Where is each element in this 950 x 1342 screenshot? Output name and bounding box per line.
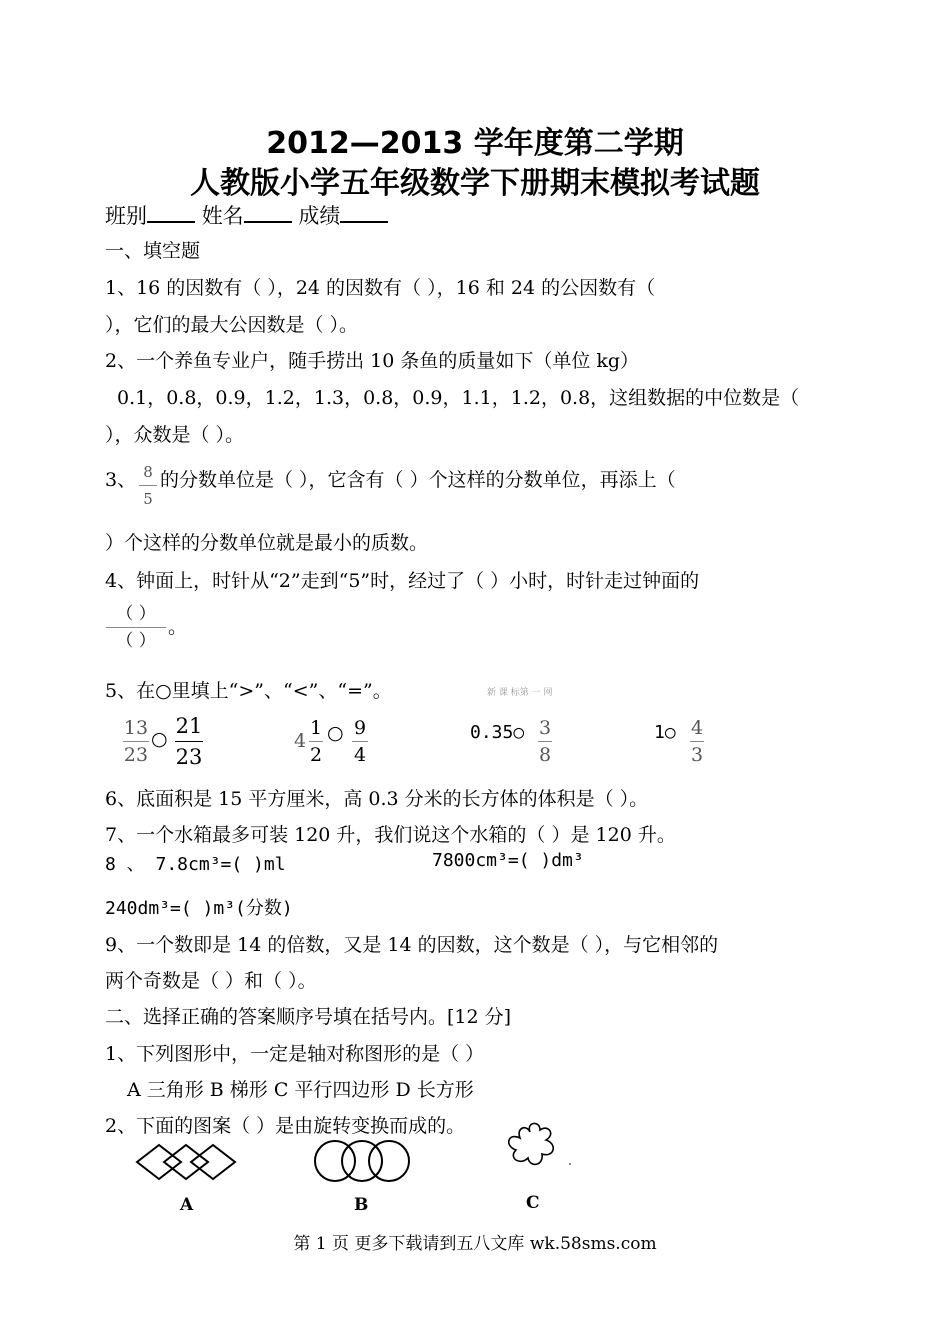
fraction-num: 21 — [175, 714, 203, 738]
fraction-bar — [690, 741, 704, 742]
q8-part2: 7800cm³=( )dm³ — [432, 850, 584, 871]
q7-line: 7、一个水箱最多可装 120 升，我们说这个水箱的（ ）是 120 升。 — [105, 824, 676, 846]
score-label: 成绩 — [298, 204, 341, 228]
section2-heading: 二、选择正确的答案顺序号填在括号内。[12 分] — [105, 1006, 512, 1028]
q4-fraction — [106, 602, 166, 653]
q5-item3-right-fraction — [538, 716, 552, 767]
q1-line1: 1、16 的因数有（ ），24 的因数有（ ），16 和 24 的公因数有（ — [105, 277, 656, 299]
q4-end: 。 — [168, 616, 188, 638]
figure-c-label: C — [526, 1193, 540, 1213]
q4-line1: 4、钟面上，时针从“2”走到“5”时，经过了（ ）小时，时针走过钟面的 — [105, 570, 700, 592]
figure-a-diamonds — [134, 1142, 244, 1182]
q3-prefix: 3、 — [105, 469, 137, 491]
fraction-den: 23 — [123, 744, 149, 766]
q5-item2-left-fraction — [309, 716, 323, 767]
q4-frac-num: （ ） — [116, 604, 156, 624]
fraction-bar — [106, 627, 166, 628]
q8-part1: 8 、 7.8cm³=( )ml — [105, 854, 286, 875]
q9-line1: 9、一个数即是 14 的倍数，又是 14 的因数，这个数是（ ），与它相邻的 — [105, 934, 719, 956]
fraction-den: 8 — [538, 744, 552, 766]
exam-title-line2: 人教版小学五年级数学下册期末模拟考试题 — [190, 166, 760, 201]
fraction-num: 4 — [690, 717, 704, 739]
fraction-bar — [175, 741, 203, 742]
figure-a-label: A — [180, 1195, 194, 1215]
fraction-bar — [538, 741, 552, 742]
page-footer: 第 1 页 更多下载请到五八文库 wk.58sms.com — [293, 1234, 657, 1254]
q6-line: 6、底面积是 15 平方厘米，高 0.3 分米的长方体的体积是（ ）。 — [105, 788, 649, 810]
q3-line2: ）个这样的分数单位就是最小的质数。 — [105, 532, 429, 554]
class-blank[interactable] — [147, 203, 195, 223]
q5-watermark: 新 课 标第 一 网 — [487, 688, 553, 698]
figure-b-label: B — [354, 1195, 369, 1215]
name-blank[interactable] — [244, 203, 292, 223]
fraction-num: 13 — [123, 717, 149, 739]
student-info-row — [105, 200, 388, 230]
compare-circle[interactable]: ○ — [327, 722, 344, 744]
q5-item3-left[interactable]: 0.35○ — [470, 722, 525, 743]
fraction-num: 3 — [538, 717, 552, 739]
section1-heading: 一、填空题 — [105, 240, 201, 262]
figure-b-circles — [312, 1138, 412, 1184]
class-label: 班别 — [105, 204, 147, 228]
fraction-num: 9 — [353, 717, 367, 739]
q5-item1-right-fraction — [175, 712, 203, 771]
q3-text: 的分数单位是（ ），它含有（ ）个这样的分数单位，再添上（ — [160, 469, 676, 491]
q1-line2: ），它们的最大公因数是（ ）。 — [105, 314, 359, 336]
fraction-num: 1 — [309, 717, 323, 739]
q2-line1: 2、一个养鱼专业户，随手捞出 10 条鱼的质量如下（单位 kg） — [105, 350, 640, 372]
fraction-bar — [123, 741, 149, 742]
fraction-bar — [352, 741, 368, 742]
fraction-bar — [309, 741, 323, 742]
q3-frac-num: 8 — [143, 463, 153, 481]
q8-part3: 240dm³=( )m³(分数) — [105, 898, 293, 919]
q5-item1-left-fraction — [123, 716, 149, 767]
s2-q2-line: 2、下面的图案（ ）是由旋转变换而成的。 — [105, 1115, 466, 1137]
fraction-den: 2 — [309, 744, 323, 766]
q5-line: 5、在○里填上“>”、“<”、“=”。 — [105, 680, 392, 702]
q3-fraction — [139, 460, 157, 511]
q4-frac-den: （ ） — [116, 631, 156, 651]
compare-circle[interactable]: ○ — [151, 728, 168, 750]
q5-item4-left[interactable]: 1○ — [654, 722, 676, 743]
q2-line2: 0.1，0.8，0.9，1.2，1.3，0.8，0.9，1.1，1.2，0.8，这组数据的中位数是（ — [117, 387, 800, 409]
q5-item2-right-fraction — [352, 716, 368, 767]
mixed-whole: 4 — [294, 730, 307, 752]
s2-q1-options: A 三角形 B 梯形 C 平行四边形 D 长方形 — [127, 1079, 474, 1101]
q3-frac-den: 5 — [143, 490, 153, 508]
figure-c-flower — [496, 1118, 576, 1188]
fraction-den: 3 — [690, 744, 704, 766]
fraction-den: 23 — [175, 745, 203, 769]
exam-title-line1: 2012—2013 学年度第二学期 — [266, 126, 684, 161]
name-label: 姓名 — [201, 204, 244, 228]
s2-q1-line: 1、下列图形中，一定是轴对称图形的是（ ） — [105, 1043, 485, 1065]
fraction-den: 4 — [353, 744, 367, 766]
q2-line3: ），众数是（ ）。 — [105, 424, 245, 446]
q5-item4-right-fraction — [690, 716, 704, 767]
fraction-bar — [139, 485, 157, 486]
score-blank[interactable] — [340, 203, 388, 223]
q9-line2: 两个奇数是（ ）和（ ）。 — [105, 970, 317, 992]
